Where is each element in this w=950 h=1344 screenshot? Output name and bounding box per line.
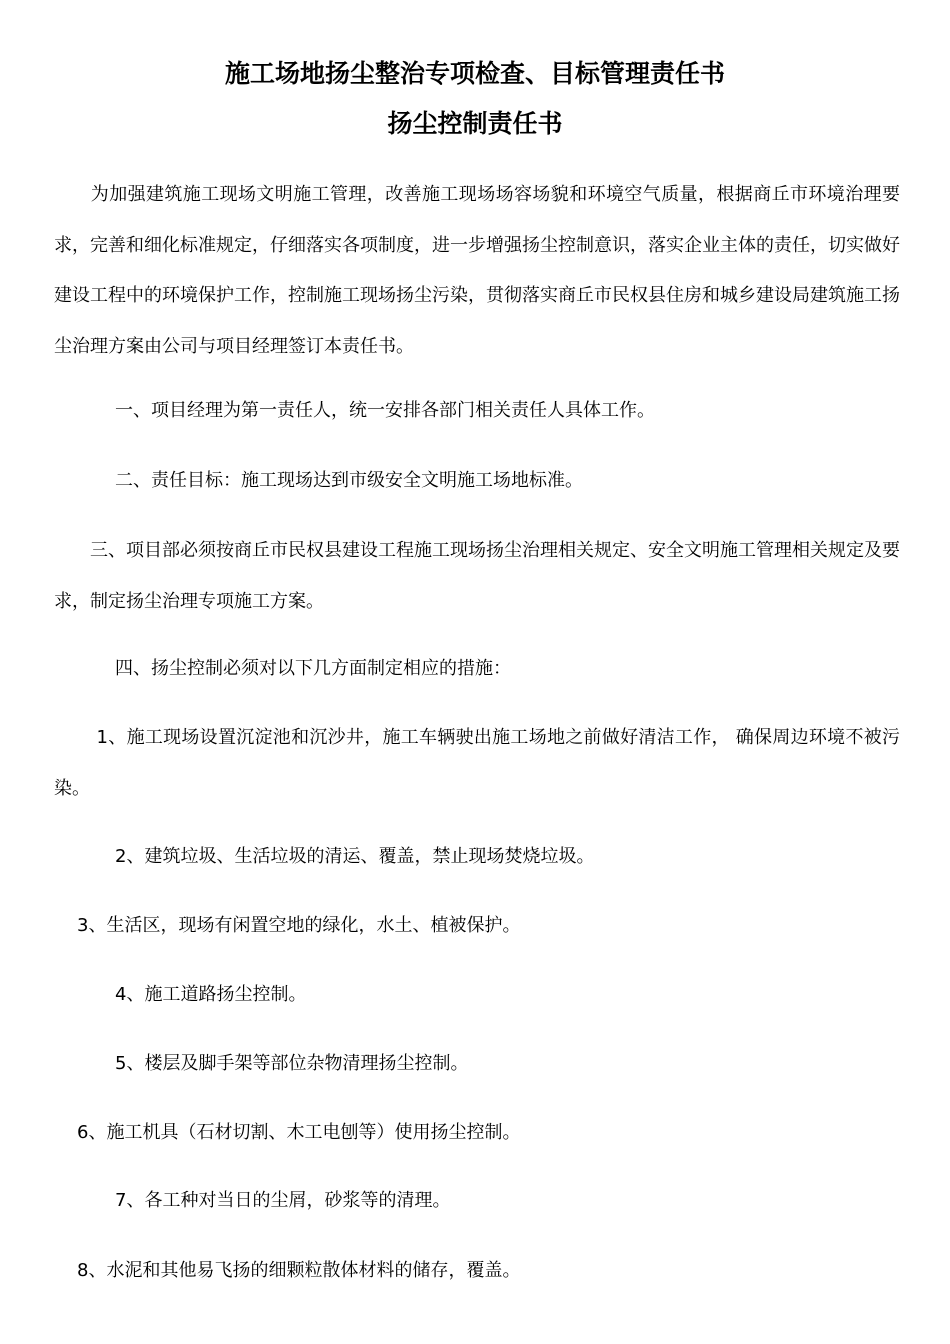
measure-1-paragraph: 1、施工现场设置沉淀池和沉沙井，施工车辆驶出施工场地之前做好清洁工作， 确保周边环境不被污染。 bbox=[54, 727, 901, 799]
intro-paragraph: 为加强建筑施工现场文明施工管理，改善施工现场场容场貌和环境空气质量，根据商丘市环境治理要求，完善和细化标准规定，仔细落实各项制度，进一步增强扬尘控制意识，落实企业主体的责任，切实做好建设工程中的环境保护工作，控制施工现场扬尘污染，贯彻落实商丘市民权县住房和城乡建设局建筑施工扬尘治理方案由公司与项目经理签订本责任书。 bbox=[54, 184, 900, 357]
item-4-text: 四、扬尘控制必须对以下几方面制定相应的措施： bbox=[115, 658, 511, 679]
measure-5-text: 5、楼层及脚手架等部位杂物清理扬尘控制。 bbox=[115, 1053, 469, 1074]
measure-6-text: 6、施工机具（石材切割、木工电刨等）使用扬尘控制。 bbox=[77, 1122, 521, 1143]
item-2-text: 二、责任目标：施工现场达到市级安全文明施工场地标准。 bbox=[115, 470, 583, 491]
measure-3-text: 3、生活区，现场有闲置空地的绿化，水土、植被保护。 bbox=[77, 915, 521, 936]
document-subtitle: 扬尘控制责任书 bbox=[387, 109, 563, 138]
measure-4-text: 4、施工道路扬尘控制。 bbox=[115, 984, 307, 1005]
measure-2-text: 2、建筑垃圾、生活垃圾的清运、覆盖，禁止现场焚烧垃圾。 bbox=[115, 846, 595, 867]
item-1-text: 一、项目经理为第一责任人，统一安排各部门相关责任人具体工作。 bbox=[115, 400, 655, 421]
measure-7-text: 7、各工种对当日的尘屑，砂浆等的清理。 bbox=[115, 1190, 451, 1211]
item-3-paragraph: 三、项目部必须按商丘市民权县建设工程施工现场扬尘治理相关规定、安全文明施工管理相关规定及要求，制定扬尘治理专项施工方案。 bbox=[54, 540, 900, 612]
measure-8-text: 8、水泥和其他易飞扬的细颗粒散体材料的储存，覆盖。 bbox=[77, 1260, 521, 1281]
document-title: 施工场地扬尘整治专项检查、目标管理责任书 bbox=[224, 59, 725, 88]
